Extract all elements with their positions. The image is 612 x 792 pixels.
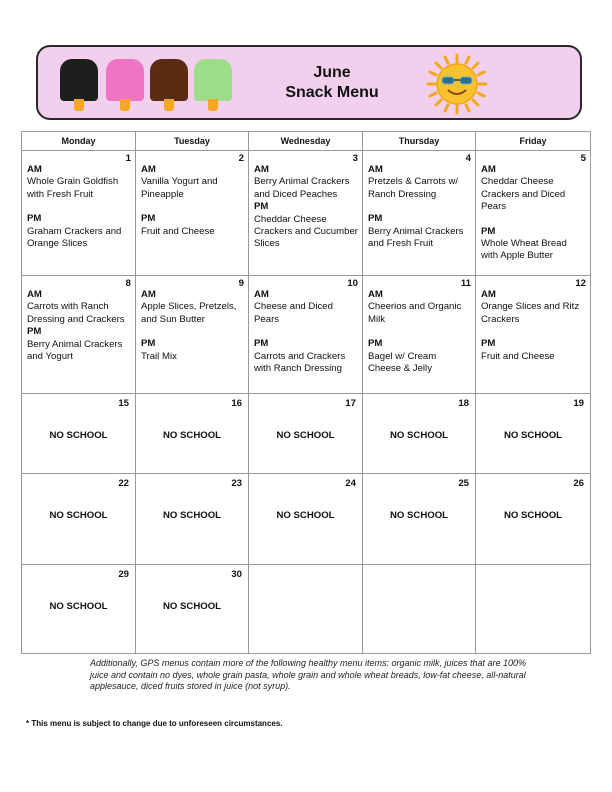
- weekday-header-row: [22, 132, 591, 151]
- day-number: 18: [458, 398, 469, 409]
- pm-snack: Graham Crackers and Orange Slices: [27, 225, 122, 250]
- popsicle-green-icon: [194, 59, 232, 101]
- day-cell-empty: [249, 565, 363, 654]
- weekday-header: Wednesday: [249, 132, 363, 151]
- am-snack: Vanilla Yogurt and Pineapple: [141, 176, 218, 200]
- pm-snack: Cheddar Cheese Crackers and Cucumber Slices: [254, 213, 358, 250]
- no-school-label: NO SCHOOL: [389, 430, 449, 441]
- am-snack: Apple Slices, Pretzels, and Sun Butter: [141, 301, 237, 325]
- header-banner: [36, 45, 582, 120]
- am-snack: Cheerios and Organic Milk: [368, 301, 462, 325]
- day-cell: [249, 151, 363, 276]
- no-school-label: NO SCHOOL: [276, 430, 335, 441]
- day-number: 25: [458, 478, 469, 489]
- am-snack: Orange Slices and Ritz Crackers: [481, 301, 580, 325]
- am-label: AM: [27, 289, 42, 300]
- day-cell: [476, 151, 591, 276]
- no-school-label: NO SCHOOL: [162, 601, 222, 612]
- day-number: 17: [345, 398, 356, 409]
- pm-label: PM: [141, 213, 156, 225]
- day-number: 26: [573, 478, 584, 489]
- no-school-label: NO SCHOOL: [503, 510, 563, 521]
- am-label: AM: [254, 289, 269, 300]
- am-snack: Cheese and Diced Pears: [254, 301, 333, 325]
- day-number: 15: [118, 398, 129, 409]
- day-cell: [136, 276, 249, 394]
- no-school-label: NO SCHOOL: [49, 430, 108, 441]
- day-number: 4: [465, 153, 471, 164]
- am-snack: Pretzels & Carrots w/ Ranch Dressing: [368, 176, 459, 200]
- day-number: 8: [125, 278, 131, 289]
- day-cell: [136, 151, 249, 276]
- day-cell: [363, 151, 476, 276]
- am-label: AM: [368, 289, 383, 300]
- no-school-label: NO SCHOOL: [49, 601, 108, 612]
- title-subtitle: Snack Menu: [285, 84, 379, 101]
- am-snack: Berry Animal Crackers and Diced Peaches: [254, 176, 350, 200]
- popsicle-stick: [120, 99, 130, 111]
- week-row: [22, 151, 591, 276]
- am-label: AM: [141, 164, 156, 175]
- am-snack: Cheddar Cheese Crackers and Diced Pears: [481, 176, 566, 213]
- pm-label: PM: [481, 338, 496, 350]
- pm-snack: Carrots and Crackers with Ranch Dressing: [254, 350, 346, 375]
- day-number: 16: [231, 398, 242, 409]
- day-cell: [22, 151, 136, 276]
- pm-label: PM: [368, 213, 383, 225]
- day-cell: [136, 565, 249, 654]
- day-number: 3: [352, 153, 358, 164]
- am-label: AM: [141, 289, 156, 300]
- day-cell: [249, 276, 363, 394]
- no-school-label: NO SCHOOL: [503, 430, 563, 441]
- pm-label: PM: [254, 338, 269, 350]
- am-label: AM: [481, 289, 496, 300]
- day-number: 23: [231, 478, 242, 489]
- no-school-label: NO SCHOOL: [49, 510, 108, 521]
- pm-snack: Trail Mix: [141, 350, 177, 362]
- weekday-header: Friday: [476, 132, 591, 151]
- day-number: 1: [125, 153, 131, 164]
- day-cell: [22, 565, 136, 654]
- day-number: 5: [580, 153, 586, 164]
- pm-label: PM: [368, 338, 383, 350]
- popsicle-brown-icon: [150, 59, 188, 101]
- day-cell: [22, 394, 136, 474]
- popsicle-pink-icon: [106, 59, 144, 101]
- day-cell: [136, 474, 249, 565]
- popsicle-stick: [74, 99, 84, 111]
- title-month: June: [313, 64, 351, 81]
- popsicle-stick: [208, 99, 218, 111]
- day-cell: [249, 394, 363, 474]
- week-row: [22, 565, 591, 654]
- week-row: [22, 276, 591, 394]
- day-cell-empty: [476, 565, 591, 654]
- day-cell: [249, 474, 363, 565]
- week-row: [22, 474, 591, 565]
- pm-snack: Fruit and Cheese: [481, 350, 555, 362]
- am-label: AM: [481, 164, 496, 175]
- sun-with-sunglasses-icon: [426, 53, 488, 115]
- day-number: 10: [347, 278, 358, 289]
- day-cell: [22, 474, 136, 565]
- snack-calendar: [21, 131, 591, 654]
- day-cell-empty: [363, 565, 476, 654]
- day-number: 24: [345, 478, 356, 489]
- pm-snack: Berry Animal Crackers and Yogurt: [27, 338, 123, 363]
- day-number: 22: [118, 478, 129, 489]
- no-school-label: NO SCHOOL: [162, 510, 222, 521]
- no-school-label: NO SCHOOL: [389, 510, 449, 521]
- day-number: 2: [238, 153, 244, 164]
- no-school-label: NO SCHOOL: [276, 510, 335, 521]
- day-cell: [363, 276, 476, 394]
- pm-snack: Bagel w/ Cream Cheese & Jelly: [368, 350, 437, 375]
- pm-snack: Whole Wheat Bread with Apple Butter: [481, 238, 567, 262]
- day-number: 19: [573, 398, 584, 409]
- day-cell: [476, 276, 591, 394]
- weekday-header: Tuesday: [136, 132, 249, 151]
- am-label: AM: [254, 164, 269, 175]
- day-cell: [136, 394, 249, 474]
- week-row: [22, 394, 591, 474]
- day-number: 30: [231, 569, 242, 580]
- am-label: AM: [368, 164, 383, 175]
- pm-label: PM: [141, 338, 156, 350]
- day-cell: [22, 276, 136, 394]
- am-snack: Whole Grain Goldfish with Fresh Fruit: [27, 176, 119, 200]
- pm-snack: Berry Animal Crackers and Fresh Fruit: [368, 225, 464, 250]
- am-snack: Carrots with Ranch Dressing and Crackers: [27, 301, 125, 325]
- am-label: AM: [27, 164, 42, 175]
- pm-label: PM: [27, 326, 42, 338]
- popsicle-black-icon: [60, 59, 98, 101]
- pm-label: PM: [254, 201, 269, 213]
- popsicle-stick: [164, 99, 174, 111]
- page-title: [262, 63, 402, 103]
- pm-label: PM: [481, 225, 496, 237]
- weekday-header: Monday: [22, 132, 136, 151]
- pm-snack: Fruit and Cheese: [141, 225, 215, 237]
- no-school-label: NO SCHOOL: [162, 430, 222, 441]
- weekday-header: Thursday: [363, 132, 476, 151]
- day-number: 9: [238, 278, 244, 289]
- day-number: 12: [575, 278, 586, 289]
- day-cell: [363, 394, 476, 474]
- healthy-items-note: Additionally, GPS menus contain more of the following healthy menu items: organic milk, juices that are 100% juice and contain no dyes, whole grain pasta, whole grain and whole wheat breads, low-fat cheese, all-natural applesauce, diced fruits stored in juice (not syrup).: [90, 658, 527, 692]
- day-cell: [476, 474, 591, 565]
- change-disclaimer: * This menu is subject to change due to unforeseen circumstances.: [26, 719, 283, 728]
- pm-label: PM: [27, 213, 42, 225]
- day-cell: [363, 474, 476, 565]
- day-number: 11: [460, 278, 471, 289]
- day-number: 29: [118, 569, 129, 580]
- day-cell: [476, 394, 591, 474]
